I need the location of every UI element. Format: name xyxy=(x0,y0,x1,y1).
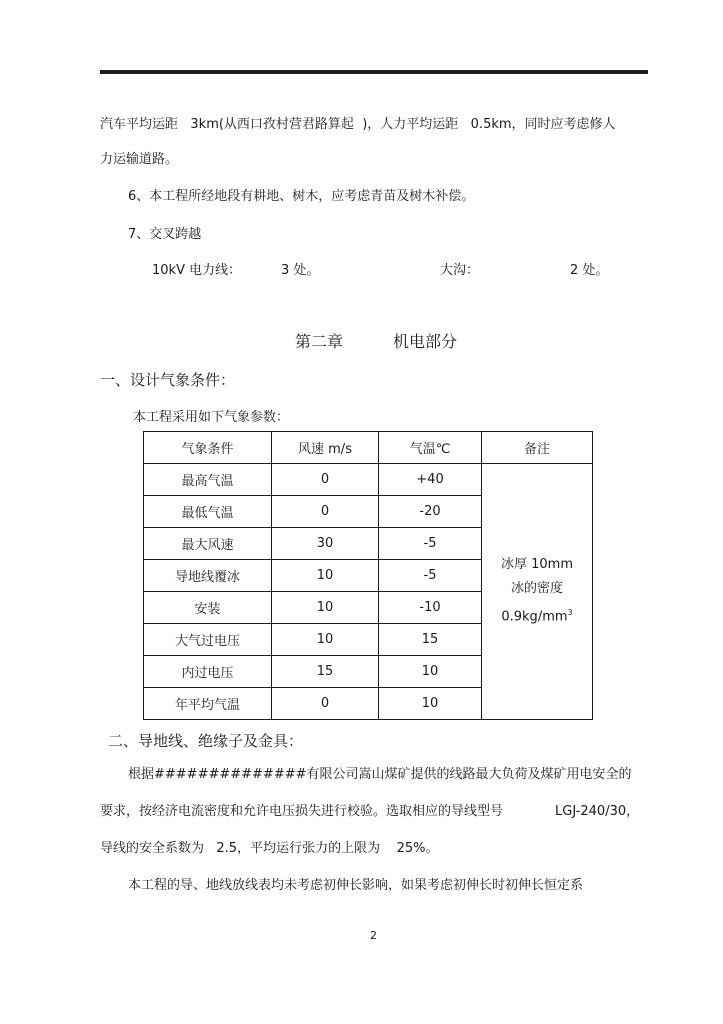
header-wind-speed: 风速 m/s xyxy=(272,432,379,464)
section-2-para1-line2: 要求，按经济电流密度和允许电压损失进行校验。选取相应的导线型号 xyxy=(100,804,504,819)
section-2-heading: 二、导地线、绝缘子及金具： xyxy=(108,732,304,750)
remark-ice-density-value: $0.9kg/mm^3$ xyxy=(501,608,573,625)
header-temperature: 气温℃ xyxy=(379,432,482,464)
intro-line-2: 力运输道路。 xyxy=(100,152,179,167)
cell-condition: 最大风速 xyxy=(144,528,272,560)
cell-temperature: -20 xyxy=(379,496,482,528)
cell-wind-speed: 10 xyxy=(272,624,379,656)
page-number: 2 xyxy=(370,929,377,942)
cell-temperature: 10 xyxy=(379,656,482,688)
weather-parameter-table xyxy=(143,431,593,720)
cell-temperature: 15 xyxy=(379,624,482,656)
table-row xyxy=(144,464,593,496)
cell-wind-speed: 0 xyxy=(272,496,379,528)
crossing-label-ditch: 大沟： xyxy=(440,263,480,278)
table-header-row xyxy=(144,432,593,464)
header-remark: 备注 xyxy=(482,432,593,464)
item-7: 7、交叉跨越 xyxy=(128,227,202,242)
conductor-model: LGJ-240/30， xyxy=(555,804,640,819)
cell-condition: 最低气温 xyxy=(144,496,272,528)
header-condition: 气象条件 xyxy=(144,432,272,464)
cell-wind-speed: 10 xyxy=(272,592,379,624)
cell-condition: 年平均气温 xyxy=(144,688,272,720)
crossing-count-powerline: 3 处。 xyxy=(281,263,320,278)
section-1-intro: 本工程采用如下气象参数： xyxy=(133,410,290,425)
cell-temperature: -5 xyxy=(379,560,482,592)
cell-temperature: +40 xyxy=(379,464,482,496)
chapter-number: 第二章 xyxy=(295,332,344,351)
remark-cell xyxy=(482,464,593,720)
cell-condition: 最高气温 xyxy=(144,464,272,496)
cell-condition: 导地线覆冰 xyxy=(144,560,272,592)
cell-condition: 安装 xyxy=(144,592,272,624)
crossing-count-ditch: 2 处。 xyxy=(570,263,609,278)
chapter-title: 机电部分 xyxy=(393,332,458,351)
cell-temperature: -5 xyxy=(379,528,482,560)
section-2-para1-line1: 根据##############有限公司嵩山煤矿提供的线路最大负荷及煤矿用电安全的 xyxy=(128,767,632,782)
cell-condition: 大气过电压 xyxy=(144,624,272,656)
section-1-heading: 一、设计气象条件： xyxy=(100,371,236,389)
cell-wind-speed: 10 xyxy=(272,560,379,592)
cell-wind-speed: 0 xyxy=(272,464,379,496)
cell-wind-speed: 30 xyxy=(272,528,379,560)
remark-ice-density-label: 冰的密度 xyxy=(510,581,563,597)
cell-wind-speed: 0 xyxy=(272,688,379,720)
section-2-para2-line1: 本工程的导、地线放线表均未考虑初伸长影响，如果考虑初伸长时初伸长恒定系 xyxy=(128,878,584,893)
remark-ice-thickness: 冰厚 10mm xyxy=(500,557,573,573)
section-2-para1-line3: 导线的安全系数为 2.5，平均运行张力的上限为 25%。 xyxy=(100,841,439,856)
crossing-label-powerline: 10kV 电力线： xyxy=(152,263,242,278)
header-rule xyxy=(100,70,648,74)
cell-wind-speed: 15 xyxy=(272,656,379,688)
cell-temperature: -10 xyxy=(379,592,482,624)
item-6: 6、本工程所经地段有耕地、树木，应考虑青苗及树木补偿。 xyxy=(128,189,475,204)
cell-condition: 内过电压 xyxy=(144,656,272,688)
intro-line-1: 汽车平均运距 3km(从西口孜村营君路算起 )，人力平均运距 0.5km，同时应考虑修人 xyxy=(100,117,616,132)
cell-temperature: 10 xyxy=(379,688,482,720)
